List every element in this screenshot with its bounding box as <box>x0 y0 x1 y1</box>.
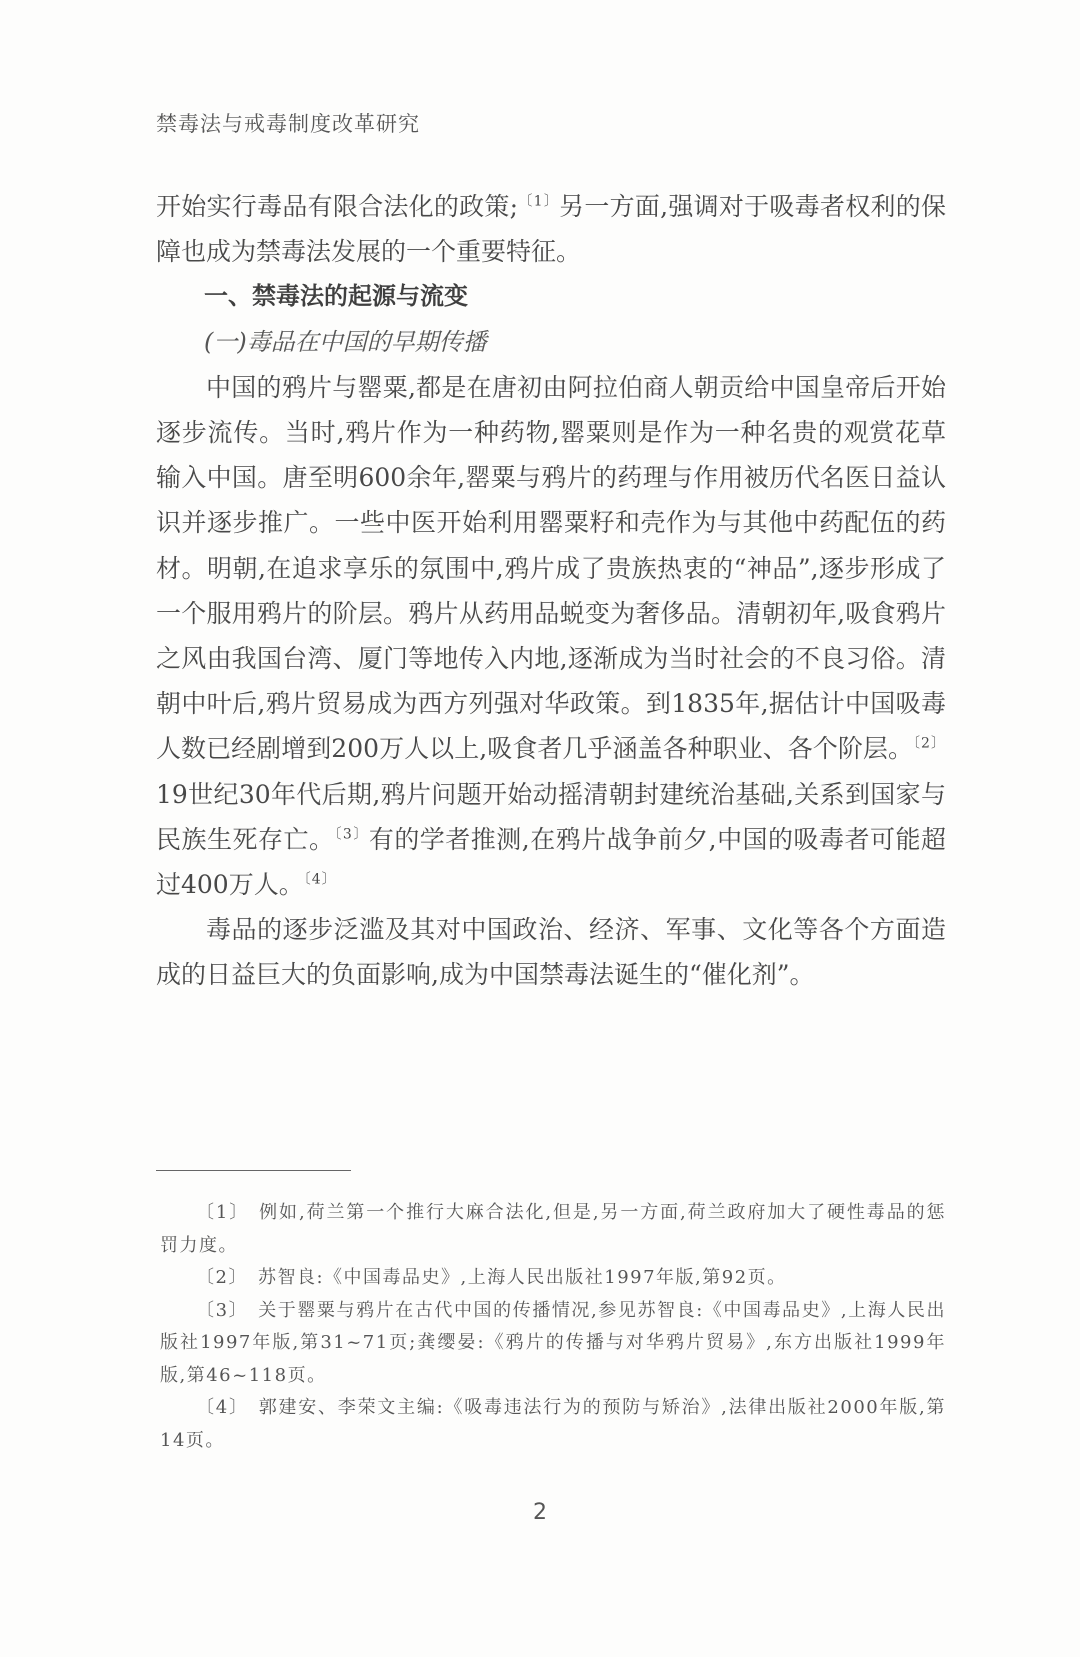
subsection-heading: (一)毒品在中国的早期传播 <box>204 327 487 356</box>
footnote-text: 例如,荷兰第一个推行大麻合法化,但是,另一方面,荷兰政府加大了硬性毒品的惩罚力度。 <box>160 1202 946 1256</box>
footnote-ref-4[interactable]: 〔4〕 <box>303 871 337 888</box>
footnote-mark: 〔1〕 <box>196 1202 250 1223</box>
body-text <box>156 184 946 998</box>
footnote-mark: 〔3〕 <box>196 1299 249 1321</box>
paragraph <box>156 365 946 907</box>
paragraph-text: 中国的鸦片与罂粟,都是在唐初由阿拉伯商人朝贡给中国皇帝后开始逐步流传。当时,鸦片作为一种药物,罂粟则是作为一种名贵的观赏花草输入中国。唐至明600余年,罂粟与鸦片的药理与作用被历代名医日益认识并逐步推广。一些中医开始利用罂粟籽和壳作为与其他中药配伍的药材。明朝,在追求享乐的氛围中,鸦片成了贵族热衷的“神品”,逐步形成了一个服用鸦片的阶层。鸦片从药用品蜕变为奢侈品。清朝初年,吸食鸦片之风由我国台湾、厦门等地传入内地,逐渐成为当时社会的不良习俗。清朝中叶后,鸦片贸易成为西方列强对华政策。到1835年,据估计中国吸毒人数已经剧增到200万人以上,吸食者几乎涵盖各种职业、各个阶层。 <box>156 372 946 764</box>
paragraph-continuation <box>156 184 946 274</box>
footnote-ref-2[interactable]: 〔2〕 <box>913 736 946 753</box>
footnote-item <box>160 1262 946 1295</box>
footnote-ref-1[interactable]: 〔1〕 <box>518 193 560 210</box>
footnote-divider <box>156 1170 351 1171</box>
page-number: 2 <box>533 1500 547 1525</box>
paragraph-text: 开始实行毒品有限合法化的政策; <box>156 192 519 221</box>
footnote-ref-3[interactable]: 〔3〕 <box>334 826 369 843</box>
footnote-text: 苏智良:《中国毒品史》,上海人民出版社1997年版,第92页。 <box>257 1267 787 1288</box>
footnote-mark: 〔4〕 <box>196 1397 249 1418</box>
paragraph: 毒品的逐步泛滥及其对中国政治、经济、军事、文化等各个方面造成的日益巨大的负面影响,成为中国禁毒法诞生的“催化剂”。 <box>156 915 946 990</box>
running-header: 禁毒法与戒毒制度改革研究 <box>156 112 420 136</box>
footnote-item <box>160 1392 946 1457</box>
section-heading: 一、禁毒法的起源与流变 <box>204 282 468 311</box>
footnote-item <box>160 1197 946 1262</box>
paragraph-text: 另一方面,强调对于吸毒者权利的保障也成为禁毒法发展的一个重要特征。 <box>156 192 946 267</box>
footnote-item <box>160 1295 946 1393</box>
footnotes <box>160 1197 946 1457</box>
paragraph-text: 有的学者推测,在鸦片战争前夕,中国的吸毒者可能超过400万人。 <box>156 824 946 900</box>
paragraph-text: 19世纪30年代后期,鸦片问题开始动摇清朝封建统治基础,关系到国家与民族生死存亡。 <box>156 779 946 854</box>
footnote-text: 郭建安、李荣文主编:《吸毒违法行为的预防与矫治》,法律出版社2000年版,第14页。 <box>160 1397 946 1451</box>
footnote-text: 关于罂粟与鸦片在古代中国的传播情况,参见苏智良:《中国毒品史》,上海人民出版社1997年版,第31~71页;龚缨晏:《鸦片的传播与对华鸦片贸易》,东方出版社1999年版,第46~118页。 <box>160 1299 946 1386</box>
footnote-mark: 〔2〕 <box>196 1267 248 1288</box>
